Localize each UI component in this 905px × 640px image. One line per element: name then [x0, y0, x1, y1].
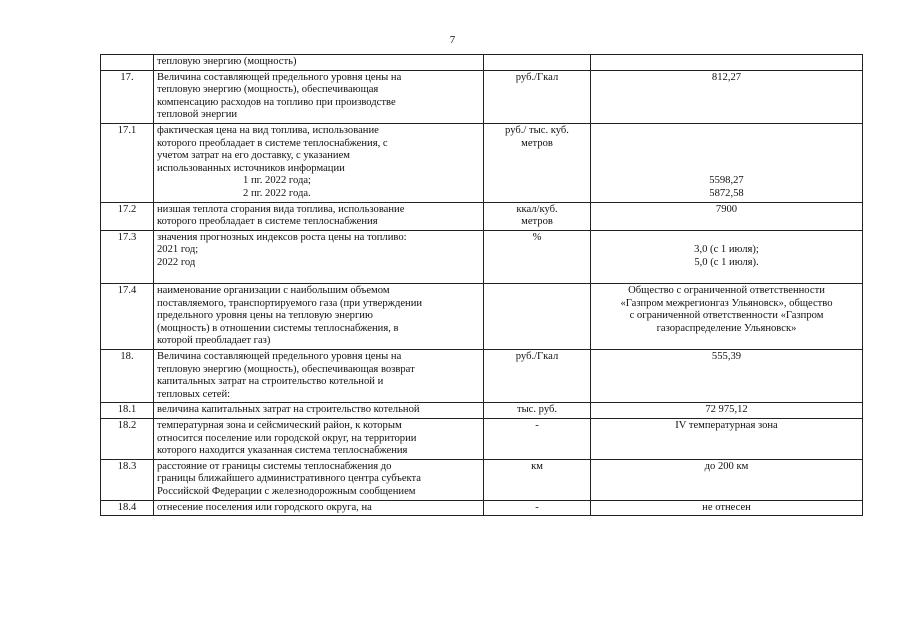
description-line: которого преобладает в системе теплоснабжения: [157, 216, 378, 228]
row-description: [154, 123, 484, 202]
row-value: [591, 202, 863, 230]
description-line: которого находится указанная система теплоснабжения: [157, 445, 408, 457]
value-line: 812,27: [711, 71, 742, 83]
value-line: Общество с ограниченной ответственности: [628, 285, 825, 297]
description-line: температурная зона и сейсмический район, к которым: [157, 420, 402, 432]
row-unit: [484, 403, 591, 419]
row-description: [154, 55, 484, 71]
value-line: с ограниченной ответственности «Газпром: [629, 310, 824, 322]
row-value: [591, 70, 863, 123]
table-row: [101, 230, 863, 283]
value-line: 72 975,12: [705, 404, 748, 416]
description-line: поставляемого, транспортируемого газа (при утверждении: [157, 297, 423, 309]
row-value: [591, 459, 863, 500]
row-number: 17.3: [101, 230, 154, 283]
row-unit: [484, 419, 591, 460]
unit-line: метров: [521, 216, 553, 228]
unit-line: %: [532, 231, 542, 243]
row-value: [591, 419, 863, 460]
description-line: учетом затрат на его доставку, с указанием: [157, 150, 350, 162]
row-value: [591, 350, 863, 403]
row-number: 18.2: [101, 419, 154, 460]
table-row: [101, 350, 863, 403]
row-description: [154, 350, 484, 403]
value-line: [594, 163, 859, 176]
description-line: 2022 год: [157, 256, 196, 268]
value-line: не отнесен: [702, 501, 751, 513]
unit-line: -: [535, 501, 539, 513]
description-line: тепловой энергии: [157, 109, 238, 121]
description-line: наименование организации с наибольшим объемом: [157, 285, 390, 297]
description-line: 2021 год;: [157, 244, 199, 256]
description-line: предельного уровня цены на тепловую энергию: [157, 310, 373, 322]
page-number: 7: [449, 34, 456, 46]
description-line: 1 пг. 2022 года;: [243, 175, 312, 187]
row-value: [591, 55, 863, 71]
description-line: расстояние от границы системы теплоснабжения до: [157, 460, 392, 472]
unit-line: ккал/куб.: [516, 203, 558, 215]
row-value: [591, 284, 863, 350]
row-description: [154, 284, 484, 350]
row-unit: [484, 55, 591, 71]
row-description: [154, 500, 484, 516]
row-unit: [484, 350, 591, 403]
description-line: (мощность) в отношении системы теплоснабжения, в: [157, 322, 399, 334]
row-number: 18.3: [101, 459, 154, 500]
value-line: 5872,58: [709, 187, 744, 199]
row-number: 18.4: [101, 500, 154, 516]
unit-line: руб./Гкал: [515, 71, 559, 83]
unit-line: руб./Гкал: [515, 351, 559, 363]
value-line: 3,0 (с 1 июля);: [694, 244, 759, 256]
description-line: которой преобладает газ): [157, 335, 271, 347]
row-description: [154, 459, 484, 500]
value-line: 7900: [715, 203, 738, 215]
description-line: которого преобладает в системе теплоснабжения, с: [157, 137, 388, 149]
description-line: компенсацию расходов на топливо при производстве: [157, 96, 396, 108]
description-line: Величина составляющей предельного уровня цены на: [157, 71, 402, 83]
unit-line: руб./ тыс. куб.: [505, 124, 569, 136]
description-line: отнесение поселения или городского округа, на: [157, 501, 372, 513]
description-line: относится поселение или городской округ, на территории: [157, 432, 417, 444]
description-line: величина капитальных затрат на строительство котельной: [157, 404, 420, 416]
unit-line: метров: [521, 137, 553, 149]
row-unit: [484, 230, 591, 283]
row-unit: [484, 70, 591, 123]
row-description: [154, 230, 484, 283]
description-line: фактическая цена на вид топлива, использование: [157, 124, 379, 136]
unit-line: тыс. руб.: [516, 404, 558, 416]
row-description: [154, 202, 484, 230]
row-unit: [484, 123, 591, 202]
table-row: [101, 500, 863, 516]
unit-line: км: [531, 460, 543, 472]
description-line: тепловых сетей:: [157, 388, 231, 400]
description-line: 2 пг. 2022 года.: [243, 187, 311, 199]
table-row: [101, 70, 863, 123]
value-line: до 200 км: [704, 460, 749, 472]
row-value: [591, 403, 863, 419]
description-line: низшая теплота сгорания вида топлива, использование: [157, 203, 405, 215]
table-row: [101, 419, 863, 460]
description-line: капитальных затрат на строительство котельной и: [157, 376, 384, 388]
value-line: 555,39: [711, 351, 742, 363]
table-row: [101, 123, 863, 202]
value-line: [594, 125, 859, 138]
description-line: Российской Федерации с железнодорожным сообщением: [157, 486, 416, 497]
row-unit: [484, 459, 591, 500]
description-line: использованных источников информации: [157, 162, 345, 174]
row-number: 17.: [101, 70, 154, 123]
table-row: [101, 55, 863, 71]
value-line: [594, 138, 859, 151]
tariff-table: [100, 54, 863, 516]
description-line: значения прогнозных индексов роста цены на топливо:: [157, 231, 407, 243]
value-line: «Газпром межрегионгаз Ульяновск», общество: [620, 297, 833, 309]
row-number: 17.1: [101, 123, 154, 202]
row-description: [154, 70, 484, 123]
row-description: [154, 419, 484, 460]
row-unit: [484, 500, 591, 516]
unit-line: -: [535, 420, 539, 432]
row-description: [154, 403, 484, 419]
description-line: Величина составляющей предельного уровня цены на: [157, 351, 402, 363]
value-line: 5,0 (с 1 июля).: [694, 256, 759, 268]
description-line: границы ближайшего административного центра субъекта: [157, 473, 421, 485]
value-line: [594, 232, 859, 245]
row-unit: [484, 202, 591, 230]
row-number: 17.2: [101, 202, 154, 230]
value-line: IV температурная зона: [675, 420, 778, 432]
row-number: [101, 55, 154, 71]
description-line: тепловую энергию (мощность): [157, 56, 297, 67]
value-line: газораспределение Ульяновск»: [656, 322, 797, 334]
table-row: [101, 459, 863, 500]
row-value: [591, 230, 863, 283]
row-value: [591, 500, 863, 516]
row-unit: [484, 284, 591, 350]
description-line: тепловую энергию (мощность), обеспечивающая: [157, 84, 379, 96]
table-row: [101, 202, 863, 230]
description-line: тепловую энергию (мощность), обеспечивающая возврат: [157, 363, 415, 375]
row-value: [591, 123, 863, 202]
value-line: [594, 150, 859, 163]
row-number: 17.4: [101, 284, 154, 350]
row-number: 18.1: [101, 403, 154, 419]
table-row: [101, 284, 863, 350]
row-number: 18.: [101, 350, 154, 403]
value-line: 5598,27: [709, 175, 744, 187]
table-row: [101, 403, 863, 419]
